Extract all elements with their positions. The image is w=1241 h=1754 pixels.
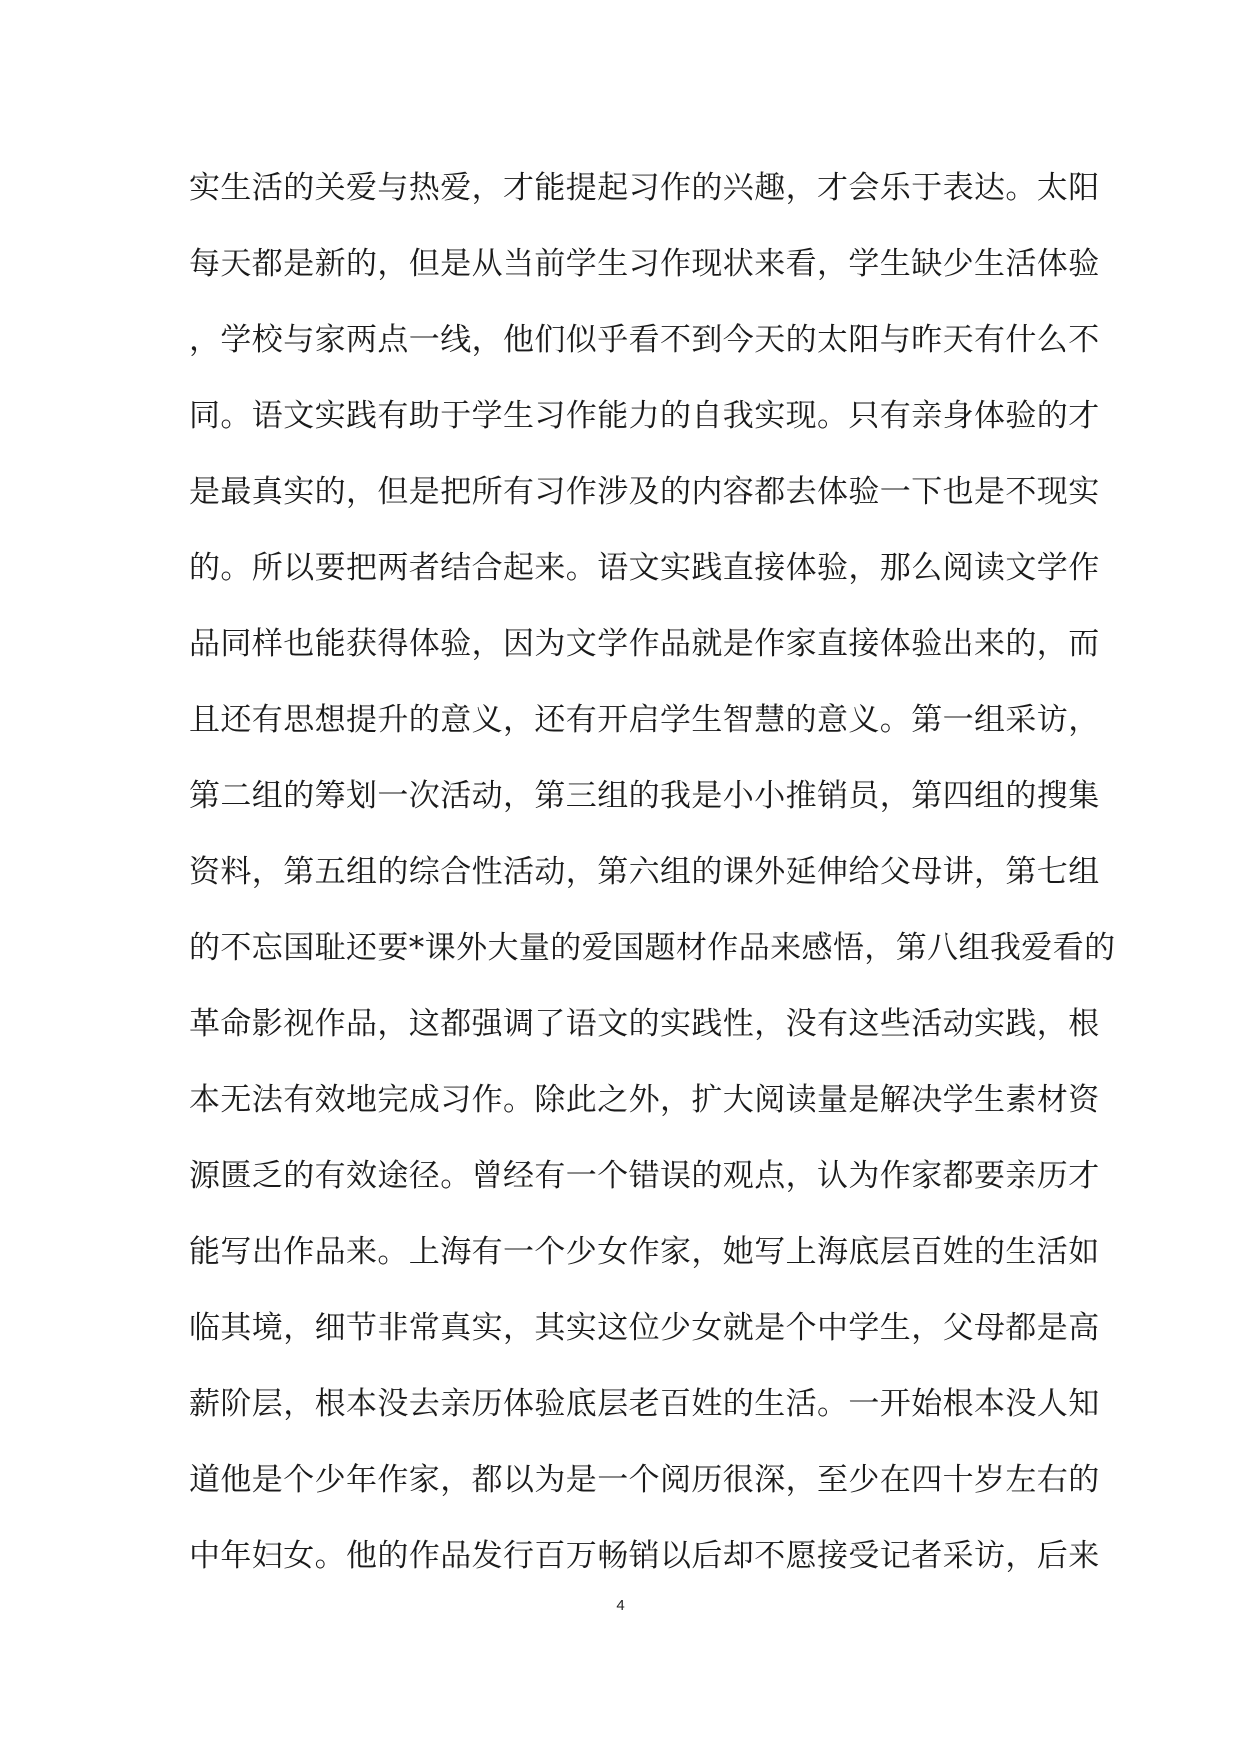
text-line: ，学校与家两点一线，他们似乎看不到今天的太阳与昨天有什么不 (189, 322, 1100, 358)
text-line: 中年妇女。他的作品发行百万畅销以后却不愿接受记者采访，后来 (189, 1538, 1100, 1574)
body-text (189, 150, 1116, 1594)
text-line: 的不忘国耻还要*课外大量的爱国题材作品来感悟，第八组我爱看的 (189, 930, 1116, 966)
page-number: 4 (616, 1597, 625, 1614)
text-line: 第二组的筹划一次活动，第三组的我是小小推销员，第四组的搜集 (189, 778, 1100, 814)
text-line: 同。语文实践有助于学生习作能力的自我实现。只有亲身体验的才 (189, 398, 1100, 434)
text-line: 道他是个少年作家，都以为是一个阅历很深，至少在四十岁左右的 (189, 1462, 1100, 1498)
text-line: 能写出作品来。上海有一个少女作家，她写上海底层百姓的生活如 (189, 1234, 1100, 1270)
text-line: 薪阶层，根本没去亲历体验底层老百姓的生活。一开始根本没人知 (189, 1386, 1100, 1422)
text-line: 实生活的关爱与热爱，才能提起习作的兴趣，才会乐于表达。太阳 (189, 170, 1100, 206)
text-line: 且还有思想提升的意义，还有开启学生智慧的意义。第一组采访， (189, 702, 1100, 738)
text-line: 临其境，细节非常真实，其实这位少女就是个中学生，父母都是高 (189, 1310, 1100, 1346)
text-line: 源匮乏的有效途径。曾经有一个错误的观点，认为作家都要亲历才 (189, 1158, 1100, 1194)
text-line: 是最真实的，但是把所有习作涉及的内容都去体验一下也是不现实 (189, 474, 1100, 510)
text-line: 品同样也能获得体验，因为文学作品就是作家直接体验出来的，而 (189, 626, 1100, 662)
text-line: 的。所以要把两者结合起来。语文实践直接体验，那么阅读文学作 (189, 550, 1100, 586)
text-line: 本无法有效地完成习作。除此之外，扩大阅读量是解决学生素材资 (189, 1082, 1100, 1118)
text-line: 革命影视作品，这都强调了语文的实践性，没有这些活动实践，根 (189, 1006, 1100, 1042)
text-line: 每天都是新的，但是从当前学生习作现状来看，学生缺少生活体验 (189, 246, 1100, 282)
text-line: 资料，第五组的综合性活动，第六组的课外延伸给父母讲，第七组 (189, 854, 1100, 890)
